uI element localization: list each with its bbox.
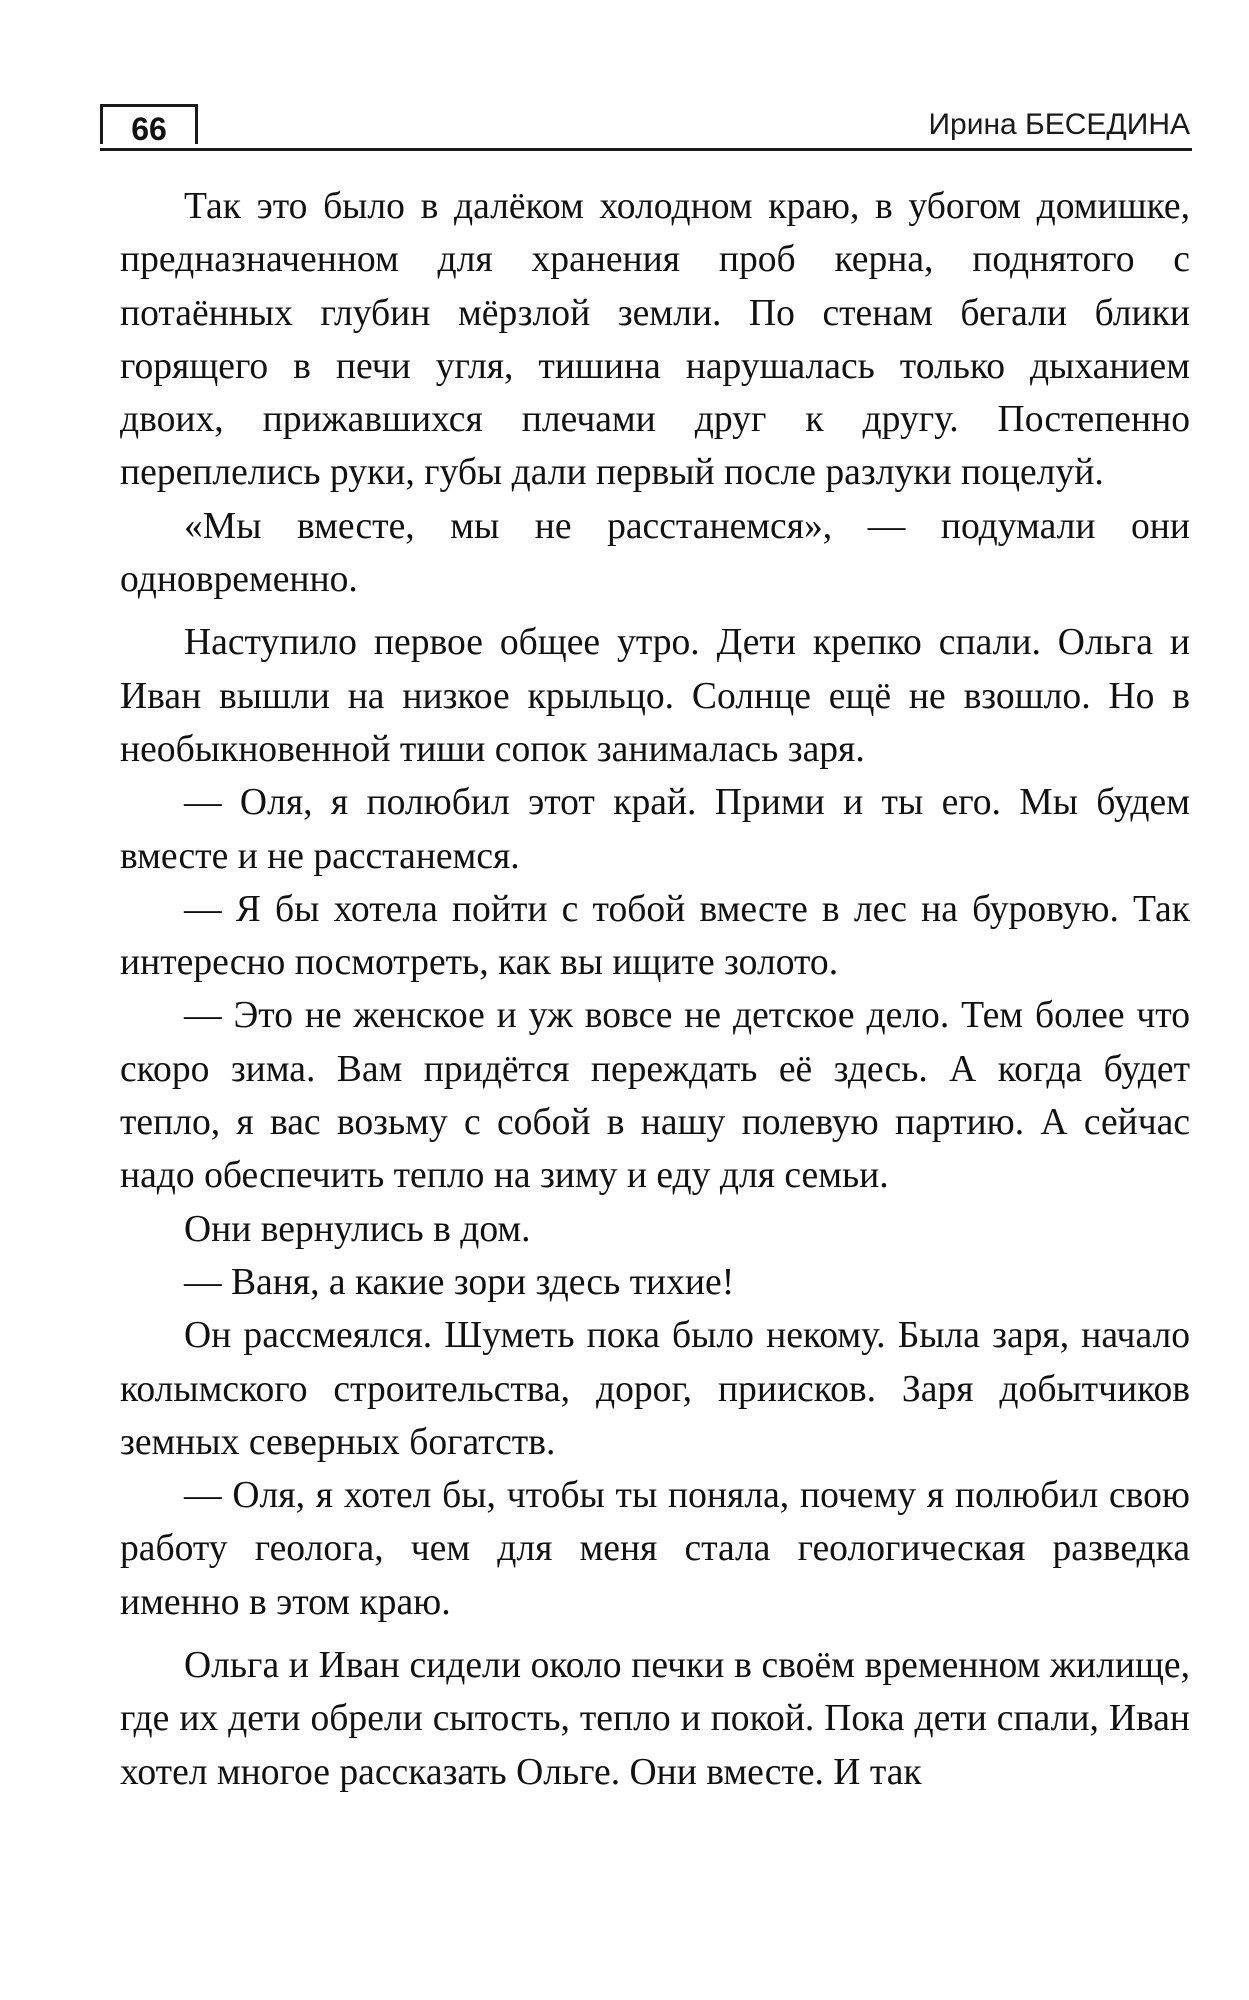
running-head-author: Ирина БЕСЕДИНА: [928, 108, 1190, 141]
paragraph: Они вернулись в дом.: [184, 1208, 531, 1250]
paragraph: — Я бы хотела пойти с тобой вместе в лес на буровую. Так интересно посмотреть, как вы ищите золото.: [120, 888, 1190, 984]
body-text: [120, 180, 1190, 1799]
paragraph: — Оля, я полюбил этот край. Прими и ты его. Мы будем вместе и не расстанемся.: [120, 782, 1190, 877]
paragraph: — Ваня, а какие зори здесь тихие!: [184, 1261, 735, 1303]
paragraph: «Мы вместе, мы не расстанемся», — подумали они одновременно.: [120, 505, 1190, 601]
paragraph: — Оля, я хотел бы, чтобы ты поняла, почему я полюбил свою работу геолога, чем для меня стала геологическая разведка именно в этом краю.: [120, 1475, 1190, 1623]
page-number: 66: [100, 104, 198, 144]
page-header: [100, 100, 1192, 151]
paragraph: Он рассмеялся. Шуметь пока было некому. Была заря, начало колымского строительства, дорог, приисков. Заря добытчиков земных северных богатств.: [120, 1315, 1190, 1463]
paragraph: Так это было в далёком холодном краю, в убогом домишке, предназначенном для хранения проб керна, поднятого с потаённых глубин мёрзлой земли. По стенам бегали блики горящего в печи угля, тишина нарушалась только дыханием двоих, прижавшихся плечами друг к другу. Постепенно переплелись руки, губы дали первый после разлуки поцелуй.: [120, 186, 1190, 494]
paragraph: — Это не женское и уж вовсе не детское дело. Тем более что скоро зима. Вам придётся переждать её здесь. А когда будет тепло, я вас возьму с собой в нашу полевую партию. А сейчас надо обеспечить тепло на зиму и еду для семьи.: [120, 995, 1190, 1197]
paragraph: Наступило первое общее утро. Дети крепко спали. Ольга и Иван вышли на низкое крыльцо. Солнце ещё не взошло. Но в необыкновенной тиши сопок занималась заря.: [120, 622, 1190, 770]
paragraph: Ольга и Иван сидели около печки в своём временном жилище, где их дети обрели сытость, тепло и покой. Пока дети спали, Иван хотел многое рассказать Ольге. Они вместе. И так: [120, 1645, 1190, 1793]
